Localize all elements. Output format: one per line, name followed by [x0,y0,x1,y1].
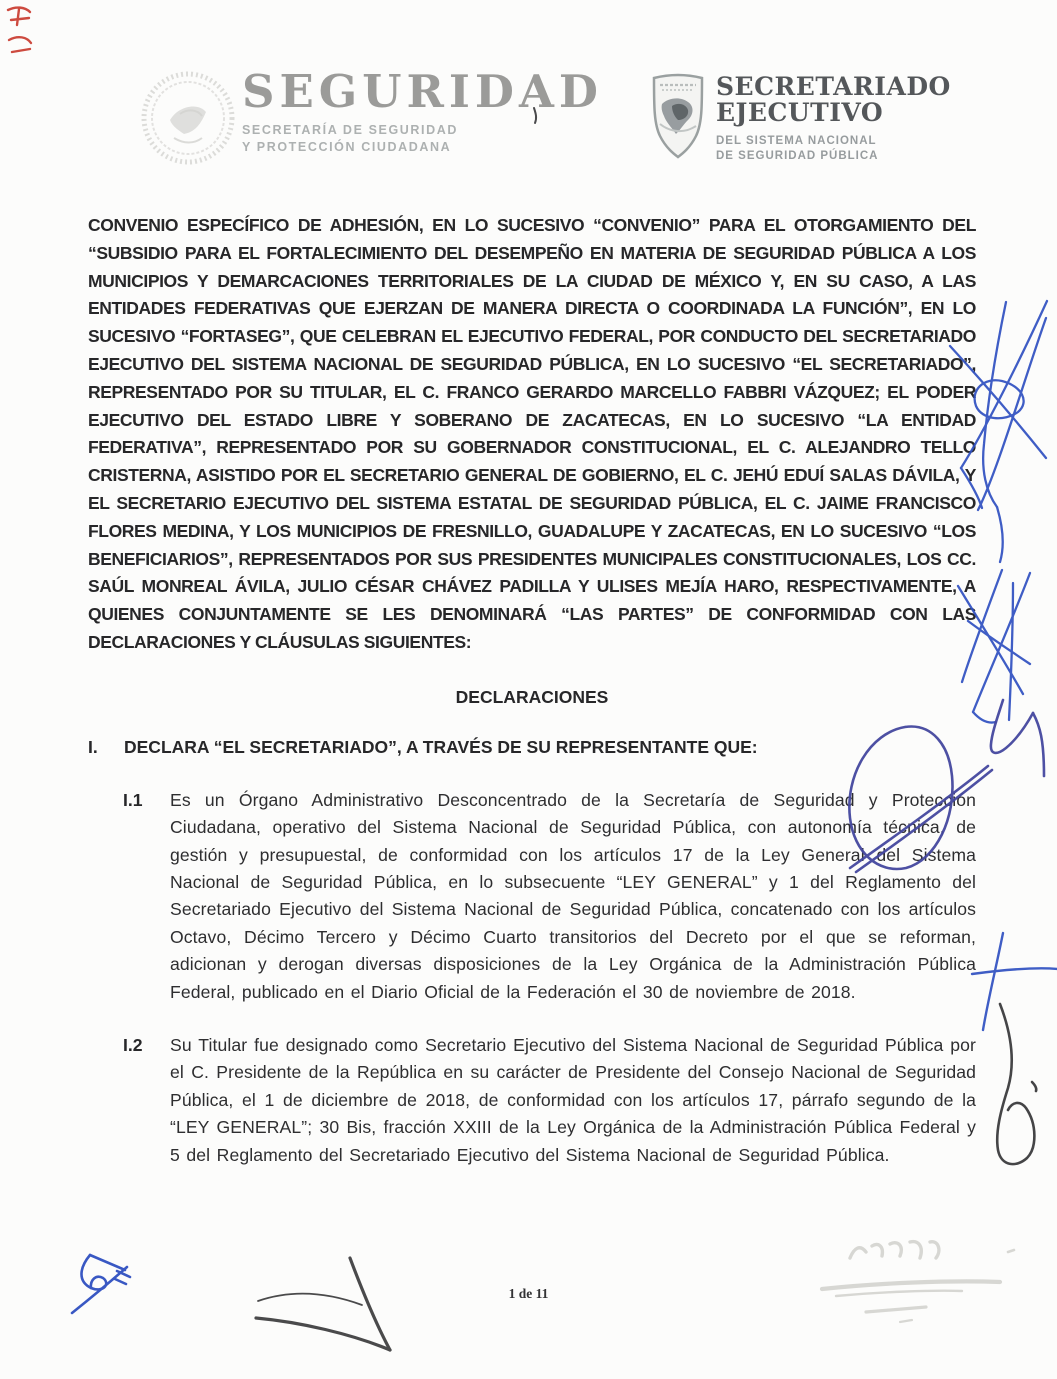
section-1-title: DECLARA “EL SECRETARIADO”, A TRAVÉS DE SU REPRESENTANTE QUE: [124,736,758,757]
page-header [0,64,1057,174]
secretariado-title-line2: EJECUTIVO [716,98,884,127]
intro-paragraph: CONVENIO ESPECÍFICO DE ADHESIÓN, EN LO SUCESIVO “CONVENIO” PARA EL OTORGAMIENTO DEL “SUBSIDIO PARA EL FORTALECIMIENTO DEL DESEMPEÑO EN MATERIA DE SEGURIDAD PÚBLICA A LOS MUNICIPIOS Y DEMARCACIONES TERRITORIALES DE LA CIUDAD DE MÉXICO Y, EN SU CASO, A LAS ENTIDADES FEDERATIVAS QUE EJERZAN DE MANERA DIRECTA O COORDINADA LA FUNCIÓN”, EN LO SUCESIVO “FORTASEG”, QUE CELEBRAN EL EJECUTIVO FEDERAL, POR CONDUCTO DEL SECRETARIADO EJECUTIVO DEL SISTEMA NACIONAL DE SEGURIDAD PÚBLICA, EN LO SUCESIVO “EL SECRETARIADO”, REPRESENTADO POR SU TITULAR, EL C. FRANCO GERARDO MARCELLO FABBRI VÁZQUEZ; EL PODER EJECUTIVO DEL ESTADO LIBRE Y SOBERANO DE ZACATECAS, EN LO SUCESIVO “LA ENTIDAD FEDERATIVA”, REPRESENTADO POR SU GOBERNADOR CONSTITUCIONAL, EL C. ALEJANDRO TELLO CRISTERNA, ASISTIDO POR EL SECRETARIO GENERAL DE GOBIERNO, EL C. JEHÚ EDUÍ SALAS DÁVILA, Y EL SECRETARIO EJECUTIVO DEL SISTEMA ESTATAL DE SEGURIDAD PÚBLICA, EL C. JAIME FRANCISCO FLORES MEDINA, Y LOS MUNICIPIOS DE FRESNILLO, GUADALUPE Y ZACATECAS, EN LO SUCESIVO “LOS BENEFICIARIOS”, REPRESENTADOS POR SUS PRESIDENTES MUNICIPALES CONSTITUCIONALES, LOS CC. SAÚL MONREAL ÁVILA, JULIO CÉSAR CHÁVEZ PADILLA Y ULISES MEJÍA HARO, RESPECTIVAMENTE, A QUIENES CONJUNTAMENTE SE LES DENOMINARÁ “LAS PARTES” DE CONFORMIDAD CON LAS DECLARACIONES Y CLÁUSULAS SIGUIENTES: [88,215,976,652]
secretariado-logo [650,72,951,164]
document-body [88,212,976,1169]
seguridad-subtitle-line1: SECRETARÍA DE SEGURIDAD [242,123,458,137]
clause-I1 [88,787,976,1006]
clause-I2-label: I.2 [123,1035,143,1055]
declarations-heading: DECLARACIONES [455,686,609,707]
clause-I2 [88,1032,976,1169]
red-mark-top-left [8,8,31,52]
signature-initials-bottom-left [72,1255,130,1313]
secretariado-title-line1: SECRETARIADO [716,72,951,101]
clause-I2-text: Su Titular fue designado como Secretario Ejecutivo del Sistema Nacional de Seguridad Pública por el C. Presidente de la República en su carácter de Presidente del Consejo Nacional de Seguridad Pública, el 1 de diciembre de 2018, de conformidad con los artículos 17, párrafo segundo de la “LEY GENERAL”; 30 Bis, fracción XXIII de la Ley Orgánica de la Administración Pública Federal y 5 del Reglamento del Secretariado Ejecutivo del Sistema Nacional de Seguridad Pública. [170,1035,976,1165]
mexico-national-seal-icon [140,68,236,168]
seguridad-logo-text [242,65,603,156]
clause-I1-label: I.1 [123,789,143,810]
seguridad-subtitle [242,122,603,156]
snsp-shield-icon [650,72,706,160]
signature-cross-stroke-right [972,933,1057,1030]
page-number: 1 de 11 [508,1286,549,1301]
seguridad-wordmark: SEGURIDAD [242,65,603,118]
clause-I1-text: Es un Órgano Administrativo Desconcentrado de la Secretaría de Seguridad y Protección Ciudadana, operativo del Sistema Nacional de Seguridad Pública, con autonomía técnica, de gestión y presupuestal, de conformidad con los artículos 17 de la Ley General del Sistema Nacional de Seguridad Pública, en lo subsecuente “LEY GENERAL” y 1 del Reglamento del Secretariado Ejecutivo del Sistema Nacional de Seguridad Pública, concatenado con los artículos Octavo, Décimo Tercero y Décimo Cuarto transitorios del Decreto por el que se reforman, adicionan y derogan diversas disposiciones de la Ley Orgánica de la Administración Pública Federal, publicado en el Diario Oficial de la Federación el 30 de noviembre de 2018. [170,789,976,1002]
faint-stamp [822,1242,1014,1322]
seguridad-logo [140,65,603,168]
seguridad-subtitle-line2: Y PROTECCIÓN CIUDADANA [242,140,452,154]
section-1-heading [88,734,976,761]
pen-check-scribble-bottom [256,1258,390,1350]
secretariado-subtitle-line2: DE SEGURIDAD PÚBLICA [716,150,879,162]
secretariado-subtitle-line1: DEL SISTEMA NACIONAL [716,135,877,147]
pen-flourish-loop-right [997,1004,1036,1164]
secretariado-logo-text [716,74,951,164]
section-1-numeral: I. [88,736,98,757]
